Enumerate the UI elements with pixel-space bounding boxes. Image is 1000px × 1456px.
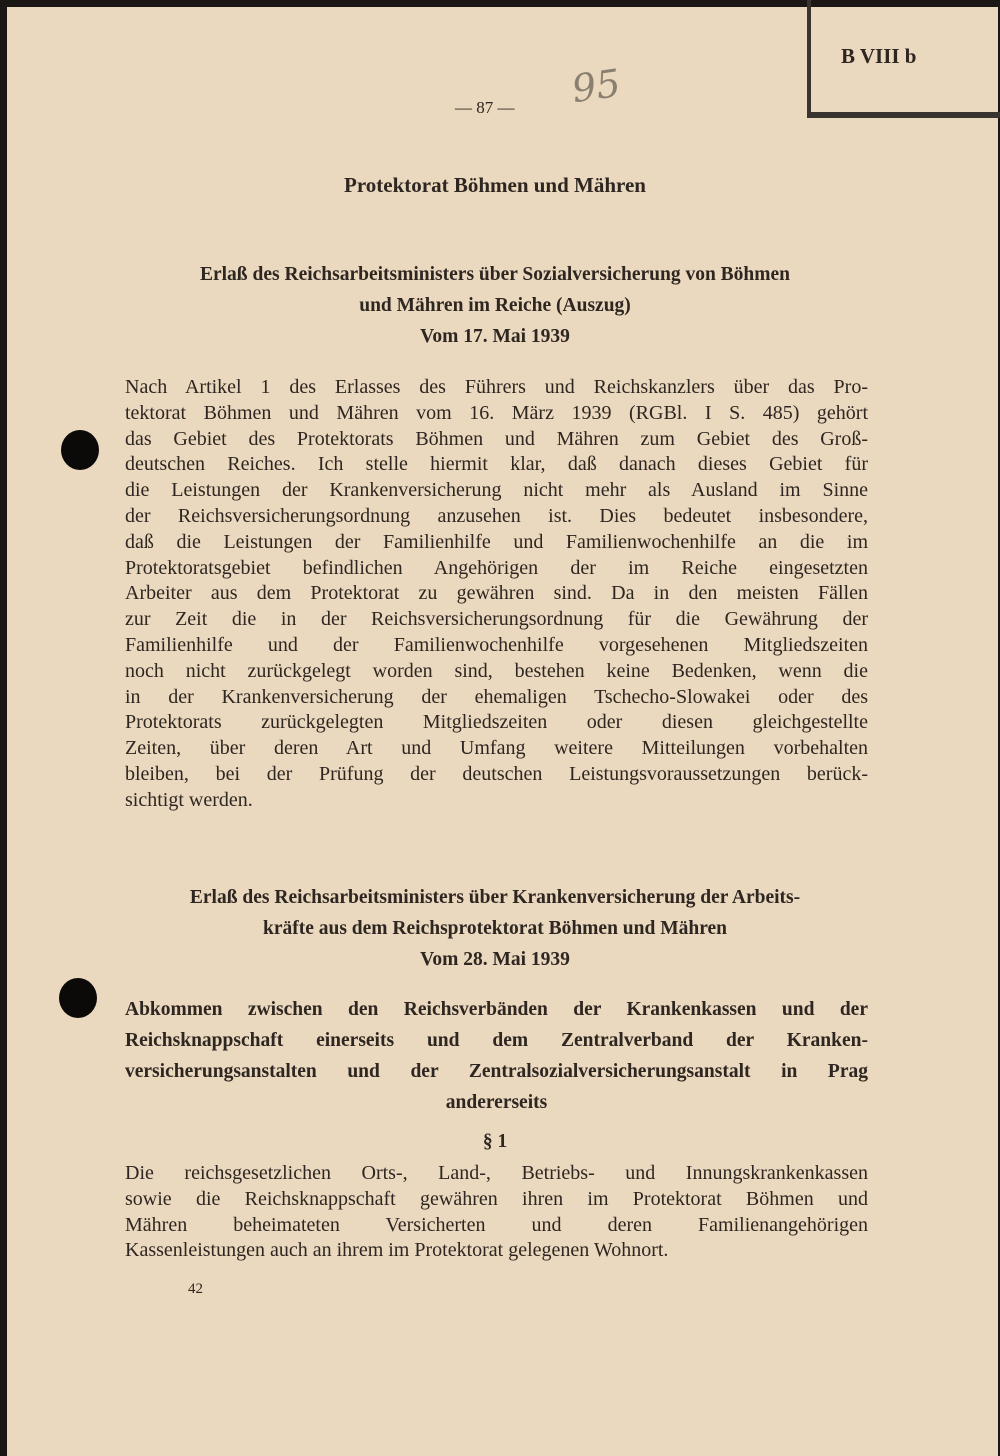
text-line: sowie die Reichsknappschaft gewähren ihren im Protektorat Böhmen und bbox=[125, 1187, 868, 1210]
text-line: noch nicht zurückgelegt worden sind, bestehen keine Bedenken, wenn die bbox=[125, 659, 868, 682]
page-number: — 87 — bbox=[455, 98, 515, 117]
decree1-heading bbox=[0, 259, 990, 352]
text-line: Reichsknappschaft einerseits und dem Zentralverband der Kranken- bbox=[125, 1030, 868, 1051]
text-line: Kassenleistungen auch an ihrem im Protektorat gelegenen Wohnort. bbox=[125, 1239, 669, 1262]
text-line: tektorat Böhmen und Mähren vom 16. März 1939 (RGBl. I S. 485) gehört bbox=[125, 401, 868, 424]
text-line: in der Krankenversicherung der ehemaligen Tschecho-Slowakei oder des bbox=[125, 685, 868, 708]
text-line: Die reichsgesetzlichen Orts-, Land-, Betriebs- und Innungskrankenkassen bbox=[125, 1162, 868, 1184]
punch-hole bbox=[61, 430, 99, 470]
text-line: Zeiten, über deren Art und Umfang weitere Mitteilungen vorbehalten bbox=[125, 737, 868, 760]
text-line: andererseits bbox=[445, 1092, 548, 1113]
document-title: Protektorat Böhmen und Mähren bbox=[344, 173, 646, 197]
text-line: Familienhilfe und der Familienwochenhilfe vorgesehenen Mitgliedszeiten bbox=[125, 633, 868, 656]
section-code-box bbox=[807, 0, 1000, 118]
text-line: Abkommen zwischen den Reichsverbänden der Krankenkassen und der bbox=[125, 999, 868, 1020]
decree2-heading bbox=[0, 882, 990, 975]
text-line: sichtigt werden. bbox=[125, 788, 253, 811]
section-mark: § 1 bbox=[482, 1131, 508, 1152]
decree1-body bbox=[125, 375, 868, 814]
punch-hole bbox=[59, 978, 97, 1018]
heading-line: kräfte aus dem Reichsprotektorat Böhmen und Mähren bbox=[262, 918, 728, 939]
text-line: die Leistungen der Krankenversicherung nicht mehr als Ausland im Sinne bbox=[125, 479, 868, 502]
heading-line: Vom 17. Mai 1939 bbox=[420, 326, 570, 347]
decree2-body bbox=[125, 1161, 868, 1264]
handwritten-number: 95 bbox=[569, 60, 624, 112]
text-line: der Reichsversicherungsordnung anzusehen ist. Dies bedeutet insbesondere, bbox=[125, 504, 868, 527]
text-line: daß die Leistungen der Familienhilfe und Familienwochenhilfe an die im bbox=[125, 530, 868, 553]
text-line: Nach Artikel 1 des Erlasses des Führers und Reichskanzlers über das Pro- bbox=[125, 376, 868, 398]
text-line: Protektorats zurückgelegten Mitgliedszeiten oder diesen gleichgestellte bbox=[125, 711, 868, 734]
footer-page-number: 42 bbox=[188, 1281, 203, 1297]
text-line: zur Zeit die in der Reichsversicherungsordnung für die Gewährung der bbox=[125, 608, 868, 631]
agreement-heading bbox=[125, 994, 868, 1118]
text-line: Protektoratsgebiet befindlichen Angehörigen der im Reiche eingesetzten bbox=[125, 556, 868, 579]
heading-line: Erlaß des Reichsarbeitsministers über Krankenversicherung der Arbeits- bbox=[189, 887, 801, 908]
text-line: bleiben, bei der Prüfung der deutschen Leistungsvoraussetzungen berück- bbox=[125, 762, 868, 785]
section-code: B VIII b bbox=[841, 44, 917, 68]
text-line: Mähren beheimateten Versicherten und deren Familienangehörigen bbox=[125, 1213, 868, 1236]
heading-line: Erlaß des Reichsarbeitsministers über Sozialversicherung von Böhmen bbox=[199, 264, 791, 285]
heading-line: Vom 28. Mai 1939 bbox=[420, 949, 570, 970]
text-line: das Gebiet des Protektorats Böhmen und Mähren zum Gebiet des Groß- bbox=[125, 427, 868, 450]
text-line: versicherungsanstalten und der Zentralsozialversicherungsanstalt in Prag bbox=[125, 1061, 868, 1082]
text-line: Arbeiter aus dem Protektorat zu gewähren sind. Da in den meisten Fällen bbox=[125, 582, 868, 605]
text-line: deutschen Reiches. Ich stelle hiermit klar, daß danach dieses Gebiet für bbox=[125, 453, 868, 476]
heading-line: und Mähren im Reiche (Auszug) bbox=[359, 295, 631, 316]
